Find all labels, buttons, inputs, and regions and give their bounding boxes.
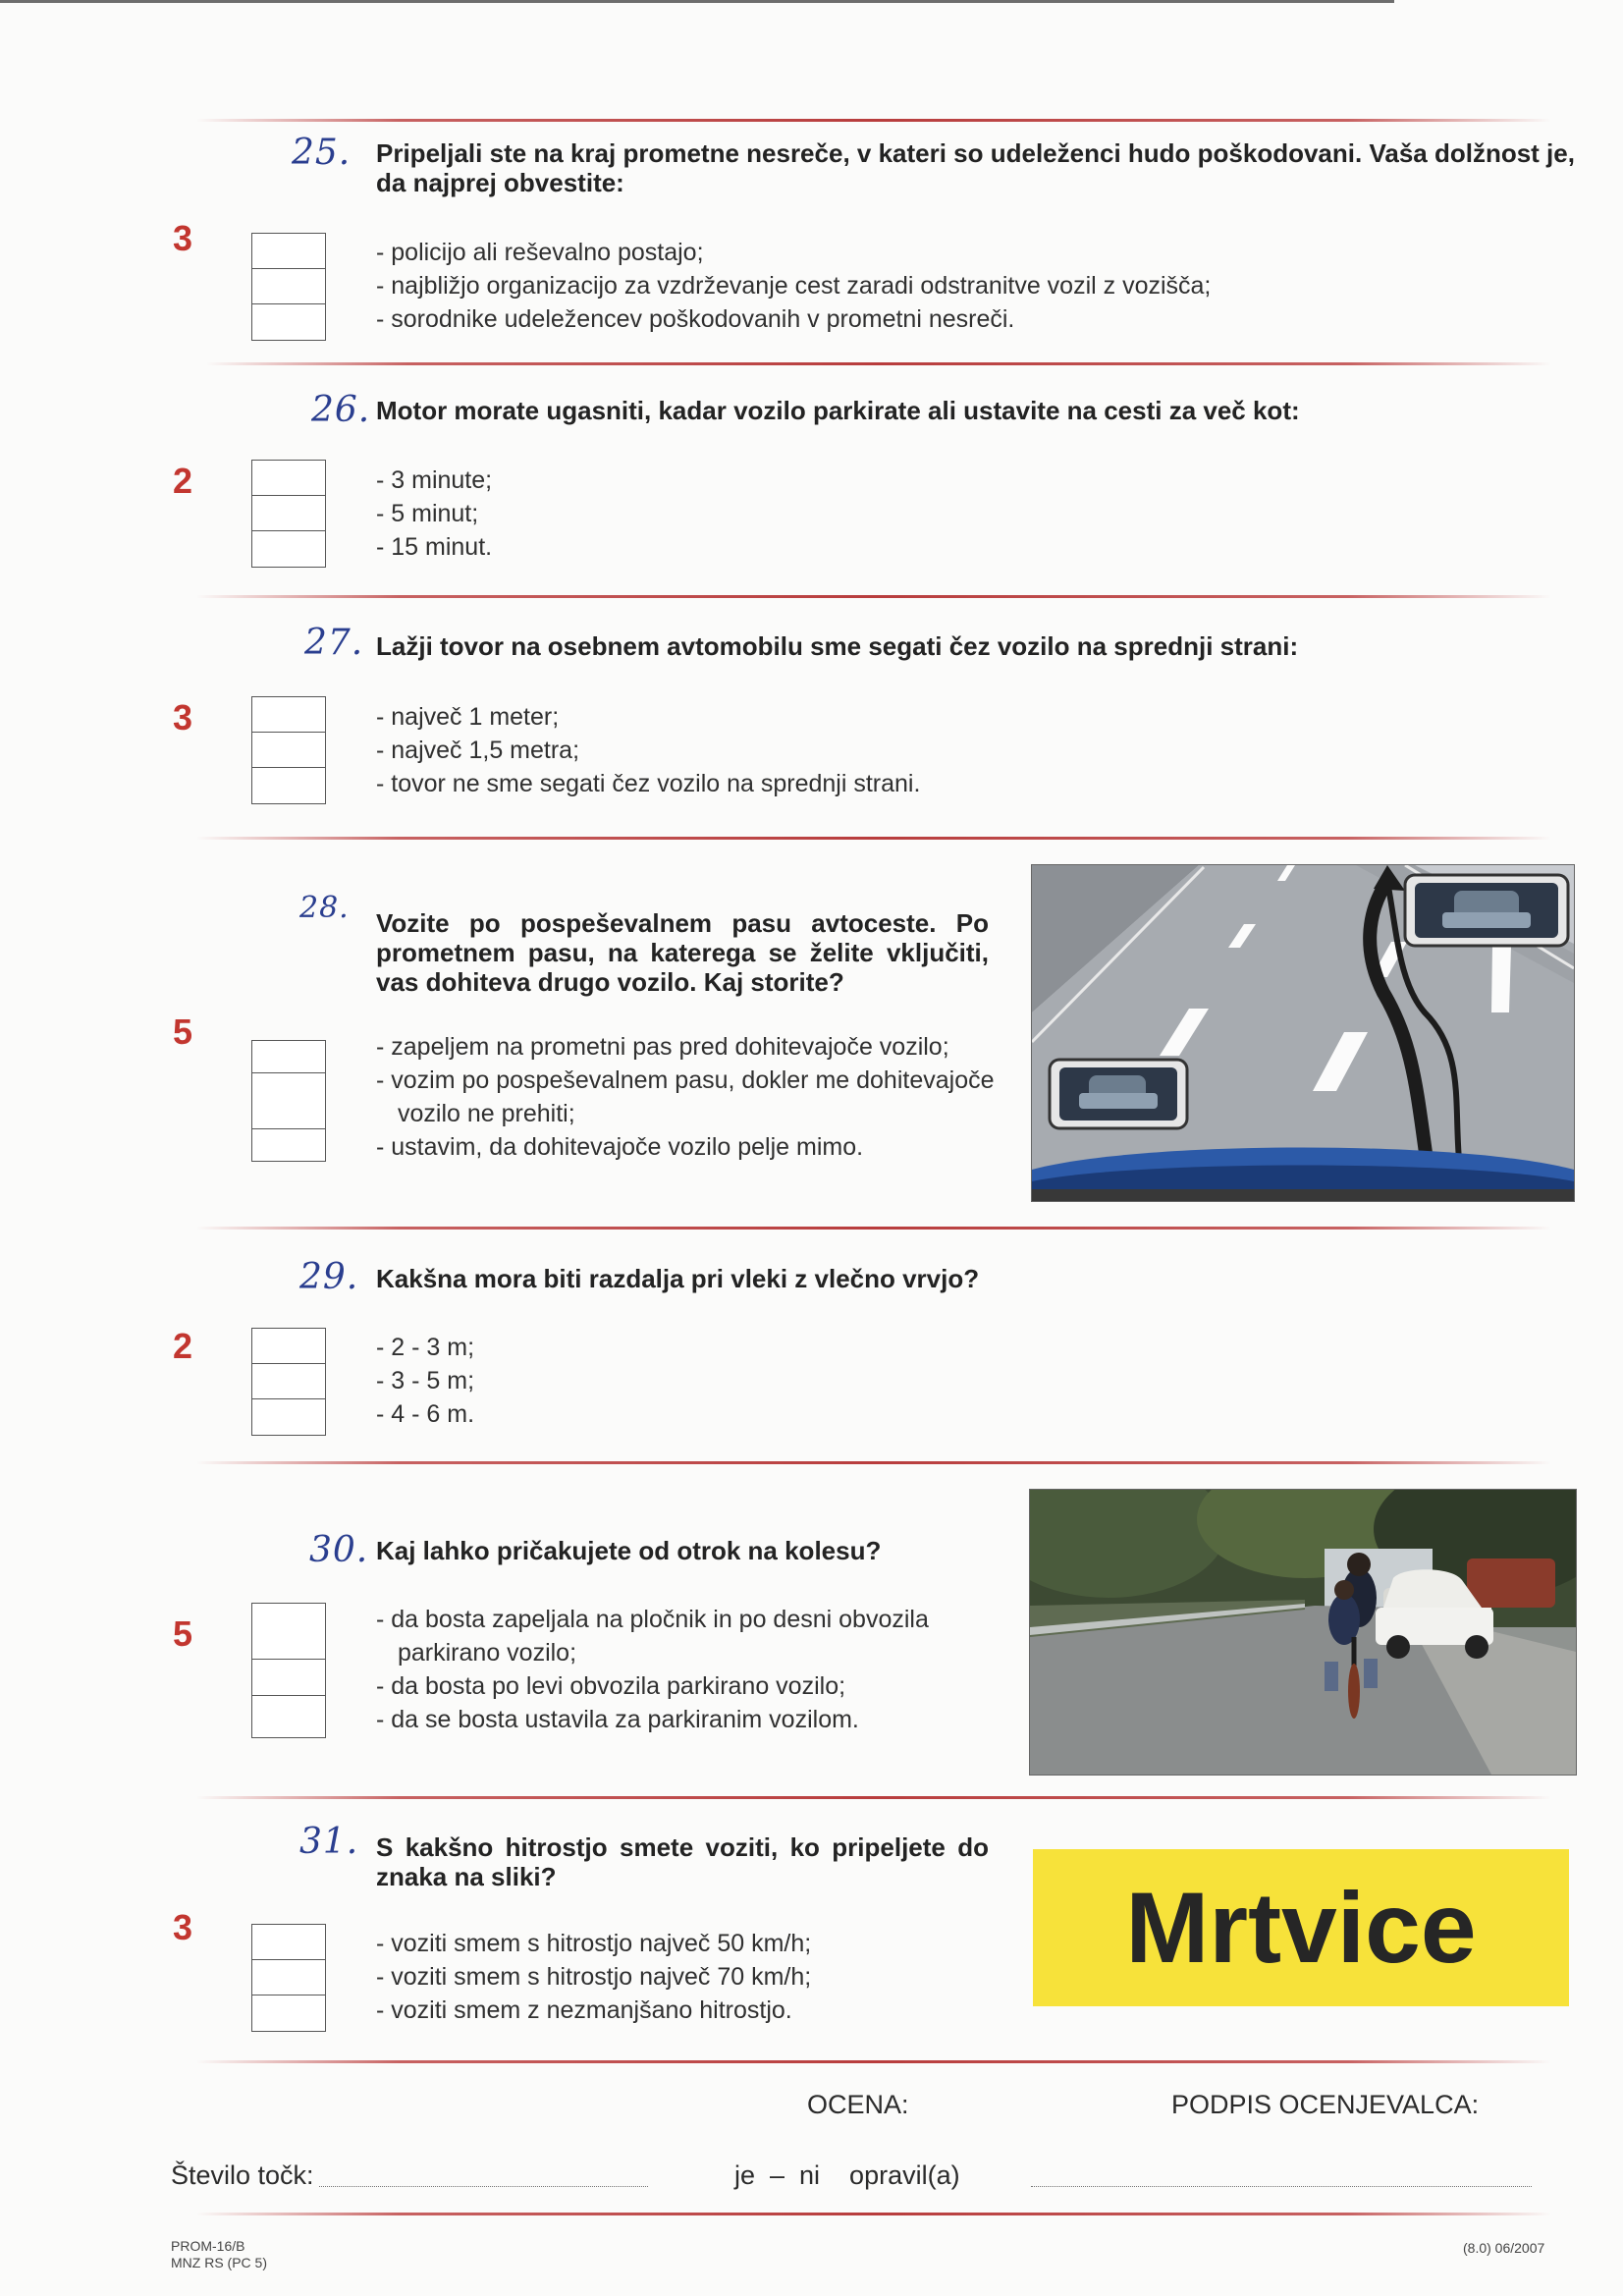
checkbox[interactable] [252, 1128, 325, 1161]
answer-option: - 3 - 5 m; [376, 1367, 475, 1394]
checkbox[interactable] [252, 1959, 325, 1995]
answer-option: - voziti smem z nezmanjšano hitrostjo. [376, 1996, 792, 2024]
answer-option: - da bosta po levi obvozila parkirano vozilo; [376, 1672, 846, 1700]
answer-checkboxes [251, 1040, 326, 1162]
question-text: Kakšna mora biti razdalja pri vleki z vlečno vrvjo? [376, 1264, 980, 1293]
checkbox[interactable] [252, 530, 325, 566]
points-value: 3 [172, 1907, 193, 1947]
answer-option: - 2 - 3 m; [376, 1334, 475, 1361]
answer-option: - 3 minute; [376, 466, 493, 494]
checkbox[interactable] [252, 697, 325, 732]
stevilo-tock-label: Število točk: [171, 2160, 314, 2190]
separator [196, 595, 1551, 598]
handwritten-number: 25. [292, 133, 352, 173]
top-rule [0, 0, 1394, 3]
answer-option: - da se bosta ustavila za parkiranim vozilom. [376, 1706, 859, 1733]
answer-option: - ustavim, da dohitevajoče vozilo pelje mimo. [376, 1133, 864, 1161]
children-on-bicycle-photo [1029, 1489, 1577, 1776]
separator [206, 362, 1551, 365]
checkbox[interactable] [252, 1363, 325, 1398]
answer-checkboxes [251, 1328, 326, 1436]
podpis-label: PODPIS OCENJEVALCA: [1171, 2090, 1480, 2119]
checkbox[interactable] [252, 461, 325, 495]
form-version: (8.0) 06/2007 [1463, 2240, 1545, 2256]
answer-checkboxes [251, 460, 326, 568]
points-value: 5 [172, 1613, 193, 1654]
checkbox[interactable] [252, 1072, 325, 1128]
answer-list [376, 1030, 1004, 1164]
signature-field[interactable] [1031, 2186, 1532, 2187]
separator [196, 1796, 1551, 1799]
answer-option: - voziti smem s hitrostjo največ 70 km/h; [376, 1963, 812, 1991]
checkbox[interactable] [252, 495, 325, 530]
checkbox[interactable] [252, 1398, 325, 1434]
separator [196, 837, 1551, 840]
checkbox[interactable] [252, 1925, 325, 1959]
question-text: S kakšno hitrostjo smete voziti, ko pripeljete do znaka na sliki? [376, 1832, 989, 1891]
answer-list [376, 236, 1574, 336]
checkbox[interactable] [252, 303, 325, 339]
score-field[interactable] [319, 2186, 648, 2187]
road-sign-mrtvice [1033, 1849, 1569, 2006]
answer-list [376, 700, 1574, 800]
answer-option: - 15 minut. [376, 533, 493, 561]
checkbox[interactable] [252, 1604, 325, 1659]
checkbox[interactable] [252, 1995, 325, 2030]
points-value: 3 [172, 218, 193, 258]
answer-list [376, 464, 1574, 564]
handwritten-number: 31. [299, 1822, 359, 1862]
question-text: Vozite po pospeševalnem pasu avtoceste. Po prometnem pasu, na katerega se želite vključiti, vas dohiteva drugo vozilo. Kaj storite? [376, 908, 989, 997]
answer-option: - 5 minut; [376, 500, 479, 527]
handwritten-number: 26. [311, 390, 371, 430]
ocena-label: OCENA: [807, 2090, 909, 2119]
answer-option: - največ 1 meter; [376, 703, 560, 731]
points-value: 5 [172, 1011, 193, 1052]
answer-option: - policijo ali reševalno postajo; [376, 239, 704, 266]
answer-list [376, 1603, 1004, 1736]
points-value: 2 [172, 1326, 193, 1366]
result-text: je – ni opravil(a) [734, 2160, 960, 2190]
answer-option: - voziti smem s hitrostjo največ 50 km/h; [376, 1930, 812, 1957]
answer-list [376, 1927, 1004, 2027]
answer-checkboxes [251, 233, 326, 341]
checkbox[interactable] [252, 1695, 325, 1731]
points-value: 3 [172, 697, 193, 738]
question-text: Kaj lahko pričakujete od otrok na kolesu? [376, 1536, 882, 1565]
checkbox[interactable] [252, 1329, 325, 1363]
checkbox[interactable] [252, 1041, 325, 1072]
answer-option: - sorodnike udeležencev poškodovanih v prometni nesreči. [376, 305, 1015, 333]
answer-option: - najbližjo organizacijo za vzdrževanje cest zaradi odstranitve vozil z vozišča; [376, 272, 1212, 300]
handwritten-number: 27. [304, 623, 364, 663]
answer-checkboxes [251, 696, 326, 804]
handwritten-number: 30. [309, 1530, 369, 1570]
question-text: Pripeljali ste na kraj prometne nesreče, v kateri so udeleženci hudo poškodovani. Vaša dolžnost je, da najprej obvestite: [376, 138, 1575, 197]
separator [196, 1461, 1551, 1464]
answer-option: - zapeljem na prometni pas pred dohitevajoče vozilo; [376, 1033, 949, 1061]
answer-option: - tovor ne sme segati čez vozilo na sprednji strani. [376, 770, 921, 797]
form-code: PROM-16/B MNZ RS (PC 5) [171, 2238, 267, 2270]
sign-text: Mrtvice [1125, 1872, 1477, 1984]
answer-checkboxes [251, 1603, 326, 1738]
checkbox[interactable] [252, 268, 325, 303]
answer-option: - da bosta zapeljala na pločnik in po desni obvozila parkirano vozilo; [376, 1606, 929, 1667]
checkbox[interactable] [252, 767, 325, 802]
separator [196, 2060, 1551, 2063]
separator [196, 119, 1551, 122]
checkbox[interactable] [252, 732, 325, 767]
answer-option: - največ 1,5 metra; [376, 737, 580, 764]
answer-checkboxes [251, 1924, 326, 2032]
points-value: 2 [172, 461, 193, 501]
separator [196, 1227, 1551, 1230]
highway-merge-illustration [1031, 864, 1575, 1202]
answer-list [376, 1331, 1574, 1431]
checkbox[interactable] [252, 234, 325, 268]
handwritten-number: 29. [299, 1257, 359, 1297]
checkbox[interactable] [252, 1659, 325, 1695]
answer-option: - 4 - 6 m. [376, 1400, 475, 1428]
answer-option: - vozim po pospeševalnem pasu, dokler me dohitevajoče vozilo ne prehiti; [376, 1066, 995, 1127]
handwritten-number: 28. [299, 891, 350, 925]
question-text: Lažji tovor na osebnem avtomobilu sme segati čez vozilo na sprednji strani: [376, 631, 1299, 661]
question-text: Motor morate ugasniti, kadar vozilo parkirate ali ustavite na cesti za več kot: [376, 396, 1300, 425]
separator [196, 2213, 1551, 2215]
